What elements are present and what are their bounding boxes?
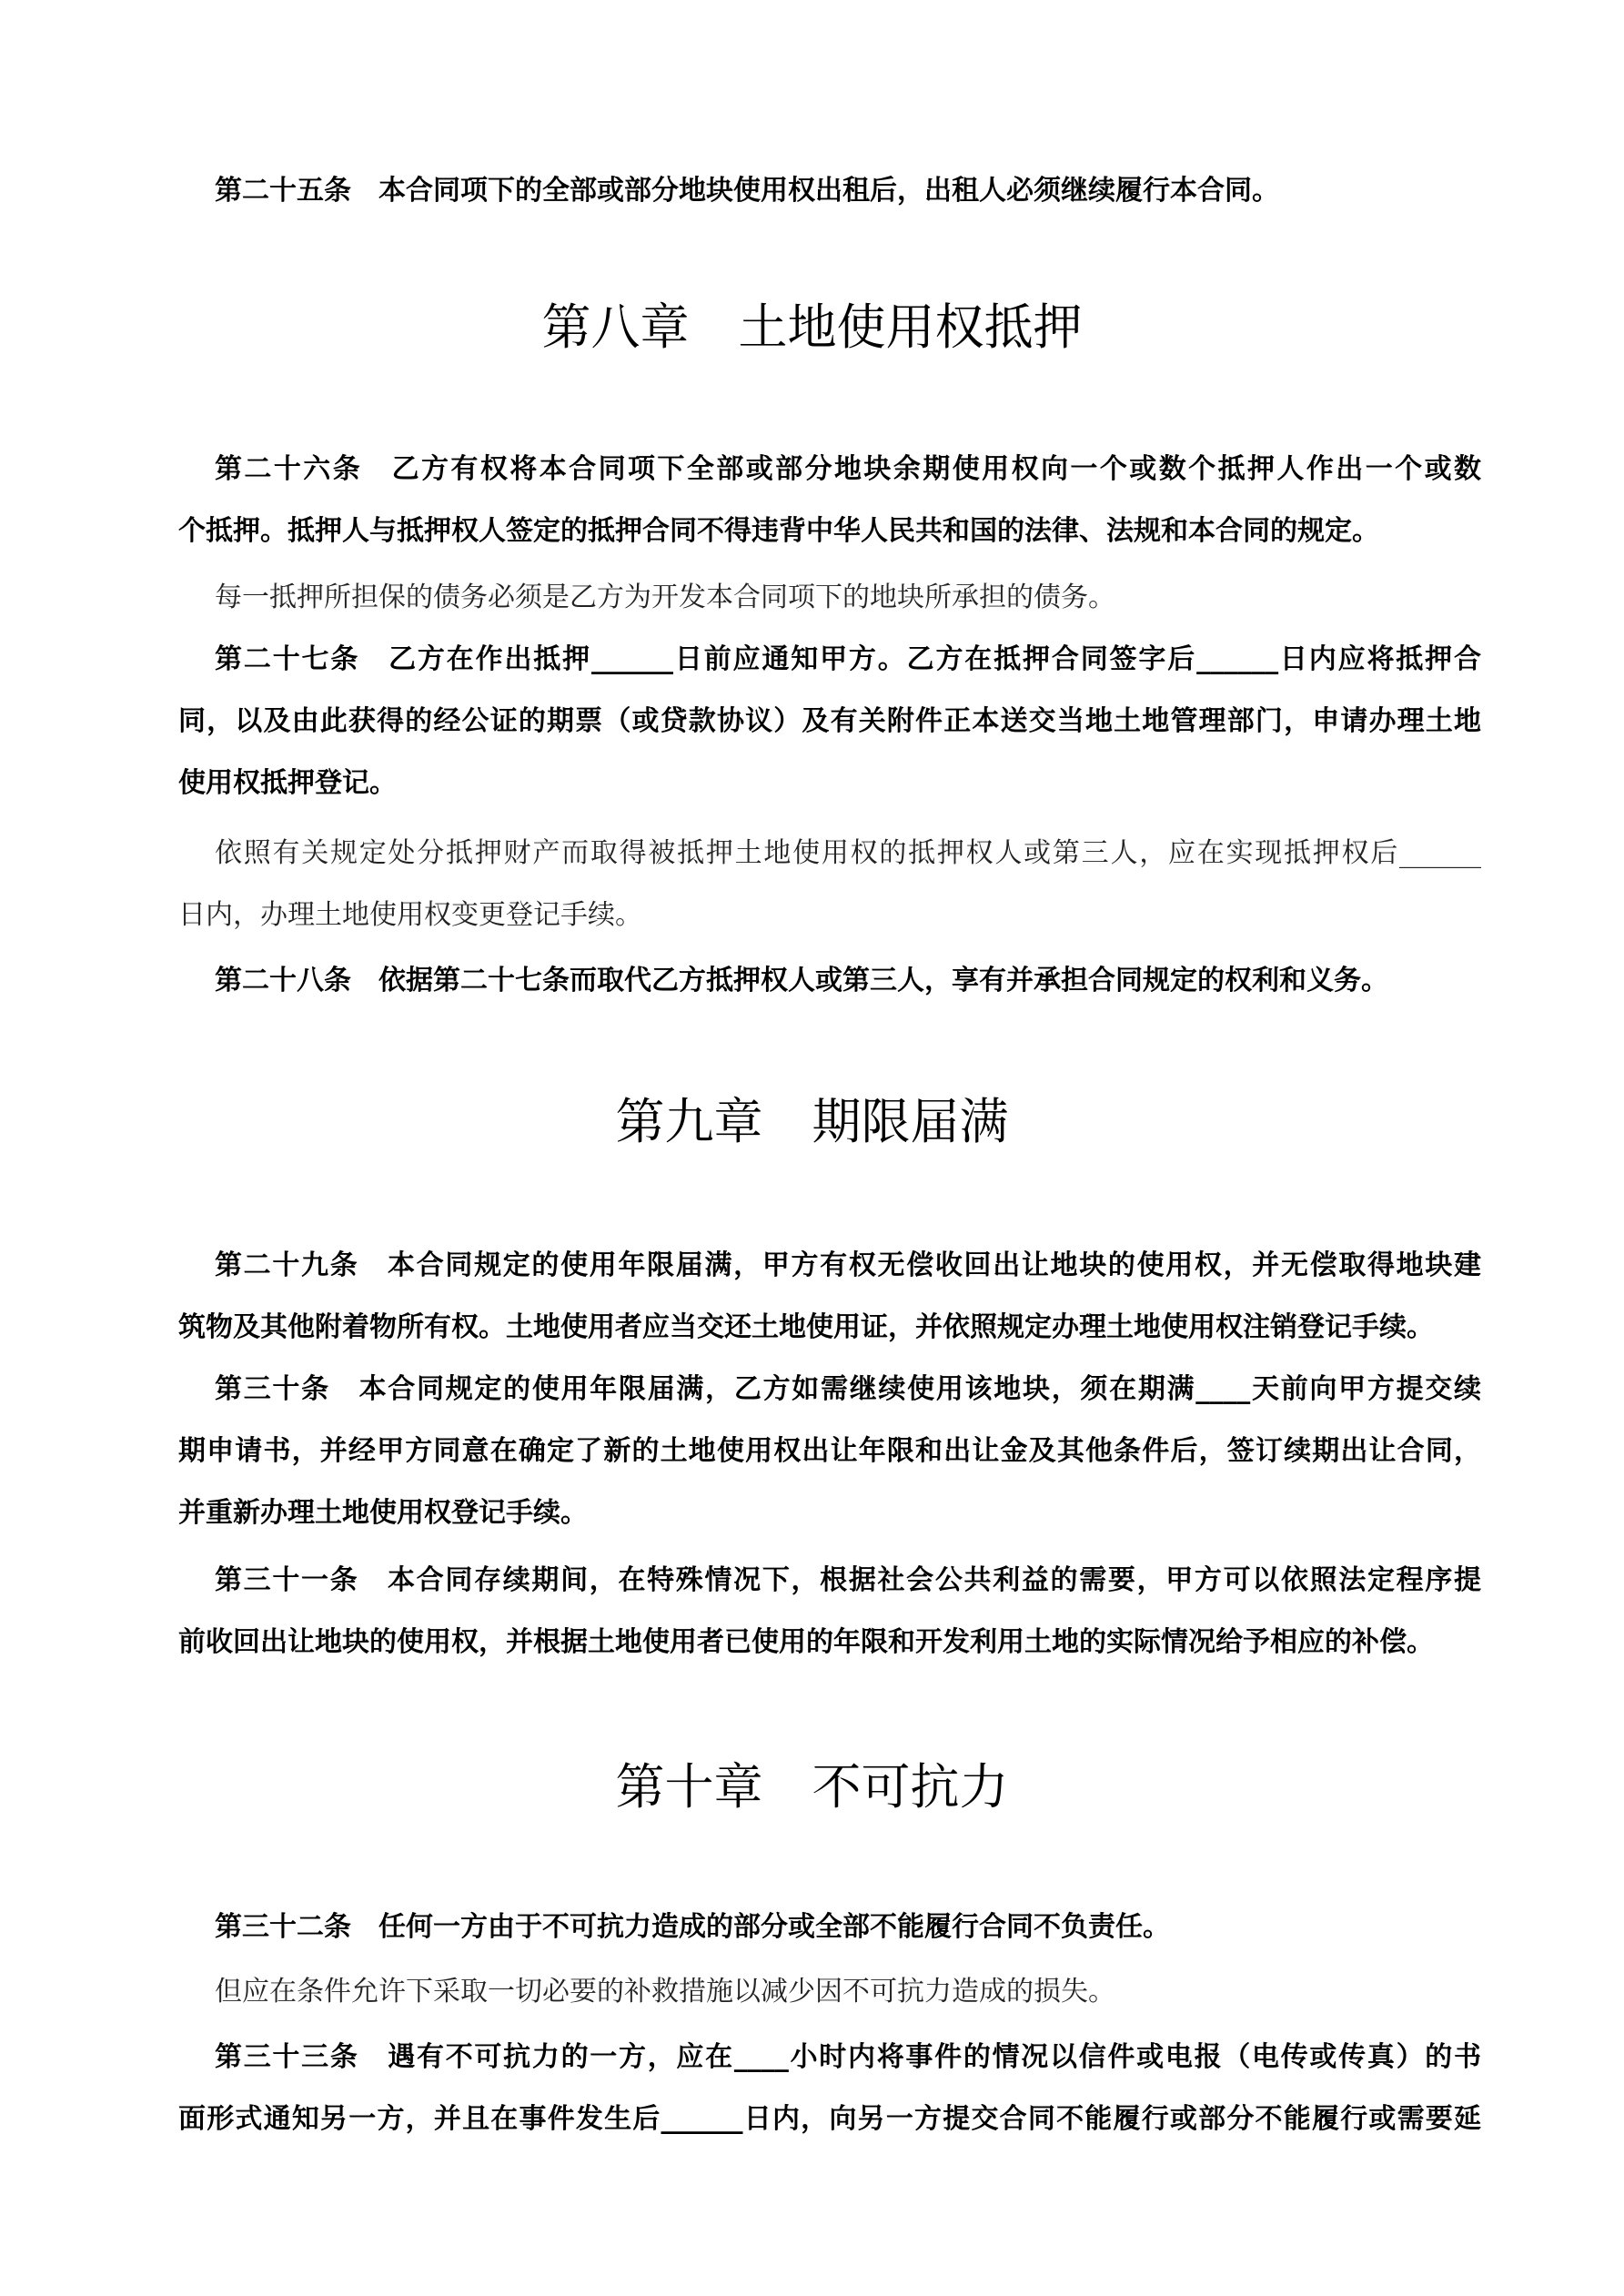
text-line: 并重新办理土地使用权登记手续。	[178, 1497, 588, 1529]
article-paragraph	[178, 950, 1481, 1012]
article-paragraph	[178, 1235, 1481, 1359]
text-line: 面形式通知另一方，并且在事件发生后______日内，向另一方提交合同不能履行或部分不能履行或需要延	[178, 2103, 1481, 2135]
text-line: 依照有关规定处分抵押财产而取得被抵押土地使用权的抵押权人或第三人，应在实现抵押权后______	[215, 837, 1481, 869]
text-line: 第二十九条 本合同规定的使用年限届满，甲方有权无偿收回出让地块的使用权，并无偿取得地块建	[215, 1249, 1481, 1281]
article-paragraph	[178, 160, 1481, 222]
chapter-heading: 第十章 不可抗力	[615, 1758, 1009, 1816]
article-paragraph	[178, 2027, 1481, 2150]
text-line: 每一抵押所担保的债务必须是乙方为开发本合同项下的地块所承担的债务。	[215, 582, 1115, 613]
article-paragraph	[178, 629, 1481, 814]
text-line: 前收回出让地块的使用权，并根据土地使用者已使用的年限和开发利用土地的实际情况给予相应的补偿。	[178, 1626, 1434, 1658]
text-line: 日内，办理土地使用权变更登记手续。	[178, 899, 642, 931]
text-line: 期申请书，并经甲方同意在确定了新的土地使用权出让年限和出让金及其他条件后，签订续期出让合同，	[178, 1435, 1481, 1467]
chapter-heading: 第九章 期限届满	[615, 1093, 1009, 1150]
article-paragraph	[178, 1896, 1481, 1958]
text-line: 但应在条件允许下采取一切必要的补救措施以减少因不可抗力造成的损失。	[215, 1976, 1115, 2008]
text-line: 第三十三条 遇有不可抗力的一方，应在____小时内将事件的情况以信件或电报（电传或传真）的书	[215, 2041, 1481, 2073]
paragraph	[178, 823, 1481, 946]
text-line: 筑物及其他附着物所有权。土地使用者应当交还土地使用证，并依照规定办理土地使用权注销登记手续。	[178, 1311, 1434, 1343]
text-line: 第三十一条 本合同存续期间，在特殊情况下，根据社会公共利益的需要，甲方可以依照法定程序提	[215, 1564, 1481, 1596]
article-paragraph	[178, 1359, 1481, 1544]
text-line: 第三十条 本合同规定的使用年限届满，乙方如需继续使用该地块，须在期满____天前向甲方提交续	[215, 1373, 1481, 1405]
paragraph	[178, 1961, 1481, 2023]
text-line: 第二十五条 本合同项下的全部或部分地块使用权出租后，出租人必须继续履行本合同。	[215, 175, 1279, 207]
article-paragraph	[178, 439, 1481, 562]
article-paragraph	[178, 1550, 1481, 1674]
paragraph	[178, 567, 1481, 629]
text-line: 个抵押。抵押人与抵押权人签定的抵押合同不得违背中华人民共和国的法律、法规和本合同的规定。	[178, 515, 1379, 547]
text-line: 第二十六条 乙方有权将本合同项下全部或部分地块余期使用权向一个或数个抵押人作出一个或数	[215, 453, 1481, 485]
text-line: 同，以及由此获得的经公证的期票（或贷款协议）及有关附件正本送交当地土地管理部门，申请办理土地	[178, 705, 1481, 737]
chapter-heading: 第八章 土地使用权抵押	[541, 298, 1083, 356]
text-line: 第二十八条 依据第二十七条而取代乙方抵押权人或第三人，享有并承担合同规定的权利和义务。	[215, 965, 1388, 996]
text-line: 第二十七条 乙方在作出抵押______日前应通知甲方。乙方在抵押合同签字后______日内应将抵押合	[215, 643, 1481, 675]
text-line: 使用权抵押登记。	[178, 767, 397, 799]
text-line: 第三十二条 任何一方由于不可抗力造成的部分或全部不能履行合同不负责任。	[215, 1911, 1170, 1943]
